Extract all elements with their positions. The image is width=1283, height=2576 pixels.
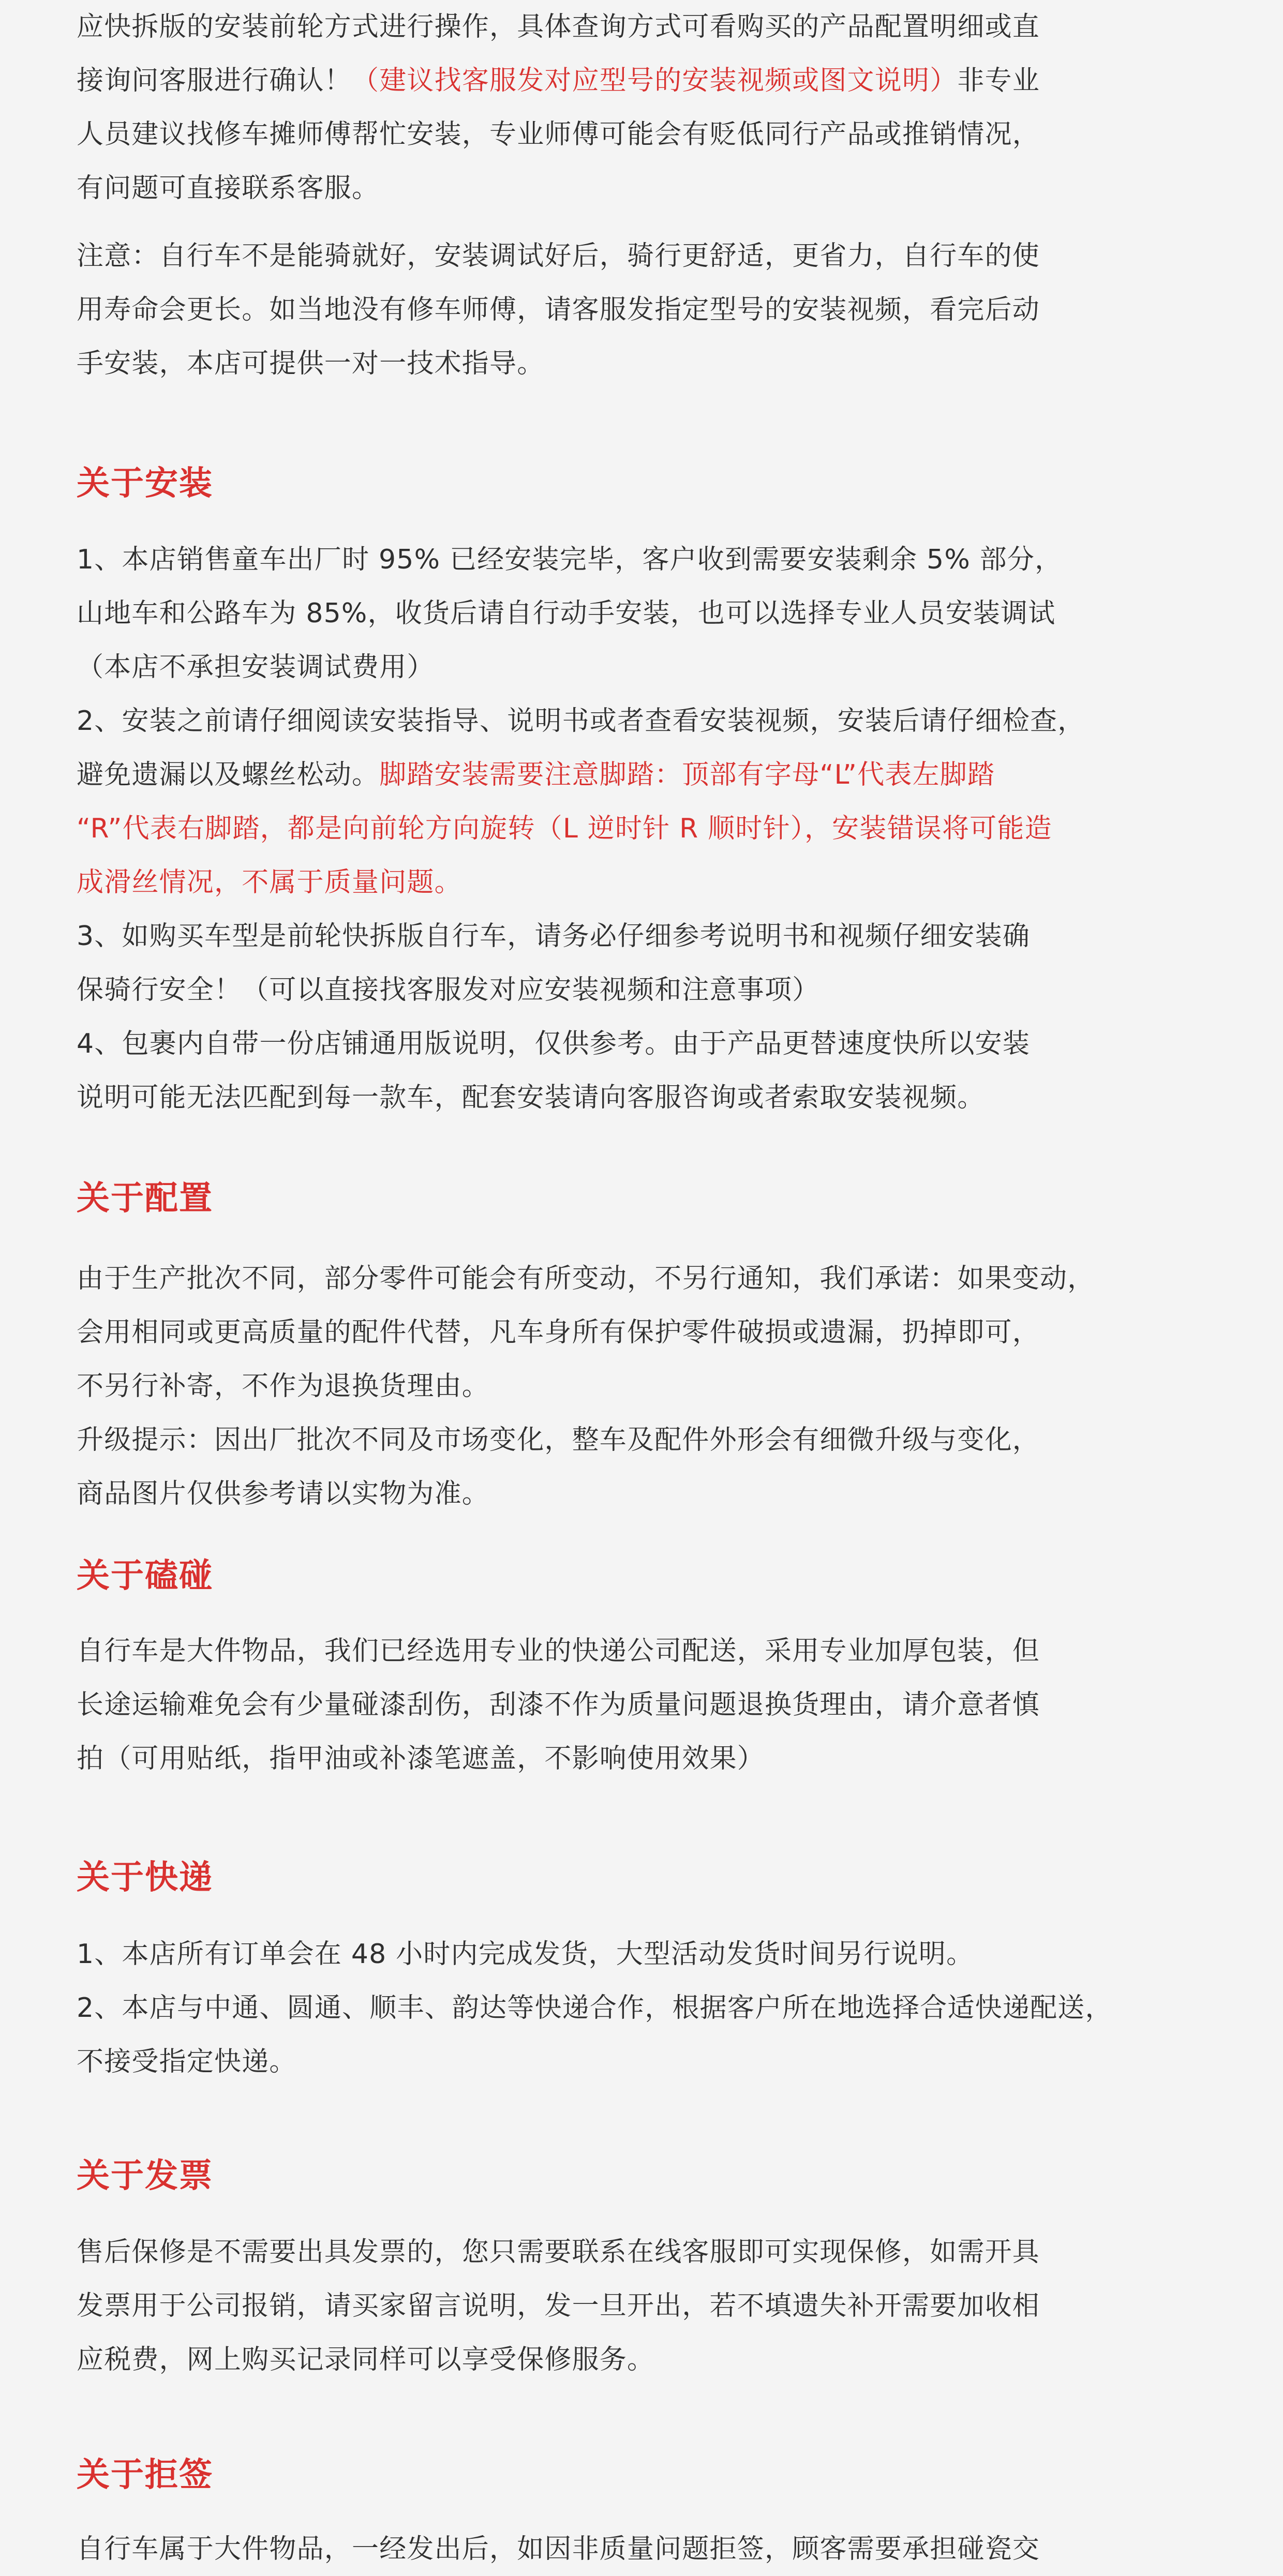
install-item-1-line-3: （本店不承担安装调试费用） [77, 652, 435, 683]
install-item-3-line-1: 3、如购买车型是前轮快拆版自行车，请务必仔细参考说明书和视频仔细安装确 [77, 921, 1031, 952]
section-express-title: 关于快递 [77, 1859, 213, 1897]
bump-line-3: 拍（可用贴纸，指甲油或补漆笔遮盖，不影响使用效果） [77, 1743, 765, 1774]
section-reject-title: 关于拒签 [77, 2456, 213, 2494]
bump-line-2: 长途运输难免会有少量碰漆刮伤，刮漆不作为质量问题退换货理由，请介意者慎 [77, 1689, 1040, 1720]
config-line-1: 由于生产批次不同，部分零件可能会有所变动，不另行通知，我们承诺：如果变动， [77, 1263, 1095, 1294]
notice-line-2: 用寿命会更长。如当地没有修车师傅，请客服发指定型号的安装视频，看完后动 [77, 294, 1040, 325]
intro-paragraph [77, 0, 1227, 215]
section-bump-body [77, 1624, 1227, 1786]
section-install-title: 关于安装 [77, 465, 213, 503]
config-line-3: 不另行补寄，不作为退换货理由。 [77, 1371, 490, 1402]
install-item-4-line-2: 说明可能无法匹配到每一款车，配套安装请向客服咨询或者索取安装视频。 [77, 1082, 985, 1113]
intro-line-3: 人员建议找修车摊师傅帮忙安装，专业师傅可能会有贬低同行产品或推销情况， [77, 119, 1040, 150]
intro-line-4: 有问题可直接联系客服。 [77, 173, 380, 204]
section-install-body [77, 533, 1227, 1125]
express-line-1: 1、本店所有订单会在 48 小时内完成发货，大型活动发货时间另行说明。 [77, 1939, 974, 1970]
section-bump [77, 1553, 1227, 1599]
section-express [77, 1854, 1227, 1901]
section-config-body [77, 1252, 1227, 1521]
intro-line-2-text-end: 非专业 [957, 65, 1040, 96]
install-item-2-line-1: 2、安装之前请仔细阅读安装指导、说明书或者查看安装视频，安装后请仔细检查， [77, 706, 1085, 737]
section-invoice-body [77, 2225, 1227, 2387]
invoice-line-2: 发票用于公司报销，请买家留言说明，发一旦开出，若不填遗失补开需要加收相 [77, 2290, 1040, 2322]
reject-line-1: 自行车属于大件物品，一经发出后，如因非质量问题拒签，顾客需要承担碰瓷交 [77, 2534, 1040, 2565]
section-express-body [77, 1927, 1227, 2089]
intro-line-1 [77, 0, 1227, 54]
bump-line-1: 自行车是大件物品，我们已经选用专业的快递公司配送，采用专业加厚包装，但 [77, 1636, 1040, 1667]
install-item-1-line-2: 山地车和公路车为 85%，收货后请自行动手安装，也可以选择专业人员安装调试 [77, 598, 1056, 629]
install-item-2-line-3: “R”代表右脚踏，都是向前轮方向旋转（L 逆时针 R 顺时针），安装错误将可能造 [77, 813, 1052, 844]
section-invoice-title: 关于发票 [77, 2157, 213, 2195]
section-invoice [77, 2153, 1227, 2199]
express-line-2: 2、本店与中通、圆通、顺丰、韵达等快递合作，根据客户所在地选择合适快递配送， [77, 1993, 1113, 2024]
install-item-3-line-2: 保骑行安全！（可以直接找客服发对应安装视频和注意事项） [77, 975, 820, 1006]
install-item-1-line-1: 1、本店销售童车出厂时 95% 已经安装完毕，客户收到需要安装剩余 5% 部分， [77, 544, 1063, 575]
section-config [77, 1175, 1227, 1222]
section-reject [77, 2452, 1227, 2498]
config-line-2: 会用相同或更高质量的配件代替，凡车身所有保护零件破损或遗漏，扔掉即可， [77, 1317, 1040, 1348]
section-config-title: 关于配置 [77, 1179, 213, 1218]
section-install [77, 460, 1227, 507]
install-item-2-line-2 [77, 748, 1227, 802]
install-item-2-line-2-normal: 避免遗漏以及螺丝松动。 [77, 759, 380, 790]
install-item-2-line-4: 成滑丝情况，不属于质量问题。 [77, 867, 462, 898]
intro-line-1-text: 应快拆版的安装前轮方式进行操作，具体查询方式可看购买的产品配置明细或直 [77, 11, 1040, 42]
express-line-3: 不接受指定快递。 [77, 2046, 297, 2077]
notice-line-3: 手安装，本店可提供一对一技术指导。 [77, 348, 545, 379]
notice-paragraph [77, 229, 1227, 391]
section-reject-body [77, 2522, 1227, 2576]
intro-line-2 [77, 54, 1227, 108]
config-line-4: 升级提示：因出厂批次不同及市场变化，整车及配件外形会有细微升级与变化， [77, 1425, 1040, 1456]
invoice-line-3: 应税费，网上购买记录同样可以享受保修服务。 [77, 2344, 655, 2375]
intro-line-2-text: 接询问客服进行确认！ [77, 65, 352, 96]
invoice-line-1: 售后保修是不需要出具发票的，您只需要联系在线客服即可实现保修，如需开具 [77, 2237, 1040, 2268]
section-bump-title: 关于磕碰 [77, 1557, 213, 1595]
intro-line-2-red-text: （建议找客服发对应型号的安装视频或图文说明） [352, 65, 958, 96]
install-item-4-line-1: 4、包裹内自带一份店铺通用版说明，仅供参考。由于产品更替速度快所以安装 [77, 1028, 1031, 1059]
notice-line-1: 注意：自行车不是能骑就好，安装调试好后，骑行更舒适，更省力，自行车的使 [77, 241, 1040, 272]
install-item-2-line-2-red: 脚踏安装需要注意脚踏：顶部有字母“L”代表左脚踏 [379, 759, 995, 790]
config-line-5: 商品图片仅供参考请以实物为准。 [77, 1478, 490, 1509]
